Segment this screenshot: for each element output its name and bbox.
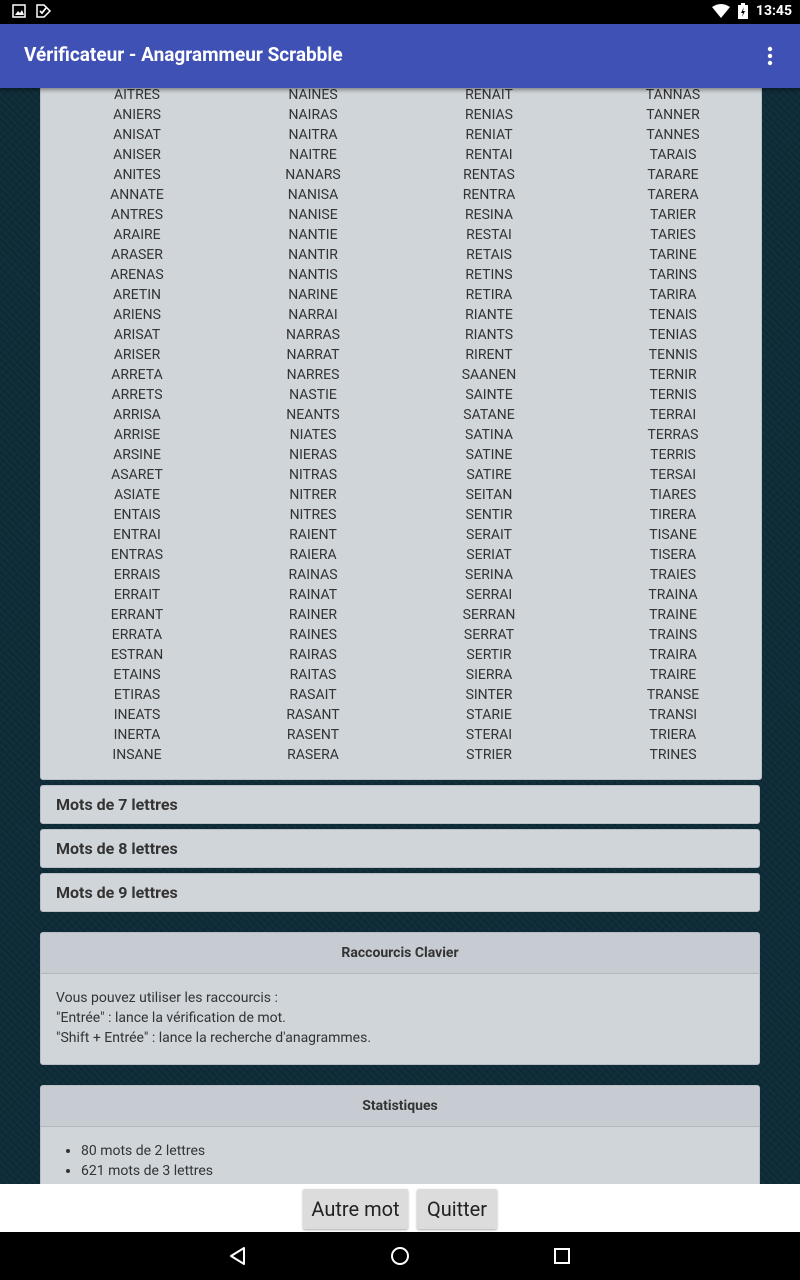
word-column xyxy=(585,88,761,765)
word-item: RAIRAS xyxy=(289,647,337,663)
word-item: TRAIRE xyxy=(649,667,697,683)
word-item: NAITRA xyxy=(288,127,338,143)
word-item: RENTAS xyxy=(463,167,515,183)
word-item: ARAIRE xyxy=(113,227,161,243)
app-bar xyxy=(0,24,800,88)
word-item: SEITAN xyxy=(465,487,513,503)
word-item: RAINAT xyxy=(288,587,338,603)
shortcuts-title: Raccourcis Clavier xyxy=(41,933,759,974)
home-icon[interactable] xyxy=(388,1244,412,1268)
section-9-letters-label: Mots de 9 lettres xyxy=(56,883,178,902)
word-item: NIATES xyxy=(289,427,337,443)
wifi-icon xyxy=(712,4,730,18)
bottom-action-bar xyxy=(0,1184,800,1232)
word-item: ETAINS xyxy=(113,667,161,683)
word-item: ARENAS xyxy=(110,267,164,283)
word-item: RASENT xyxy=(286,727,340,743)
word-item: SERRAI xyxy=(465,587,513,603)
word-item: STRIER xyxy=(466,747,512,763)
word-item: ARISAT xyxy=(113,327,161,343)
word-item: TARAIS xyxy=(649,147,697,163)
word-item: TENNIS xyxy=(648,347,698,363)
word-item: SERRAN xyxy=(462,607,516,623)
word-item: ANIERS xyxy=(113,107,161,123)
word-item: TENAIS xyxy=(649,307,697,323)
word-item: ANNATE xyxy=(110,187,164,203)
shortcuts-line-2: "Entrée" : lance la vérification de mot. xyxy=(56,1010,286,1026)
word-item: RAITAS xyxy=(289,667,337,683)
word-item: TERNIR xyxy=(649,367,697,383)
word-item: NANTIS xyxy=(288,267,338,283)
statistics-title: Statistiques xyxy=(41,1086,759,1127)
status-time: 13:45 xyxy=(755,3,792,19)
word-item: RENIAS xyxy=(465,107,513,123)
word-item: NITRES xyxy=(289,507,337,523)
word-item: NANTIR xyxy=(288,247,338,263)
shortcuts-body xyxy=(41,974,759,1062)
word-item: SERINA xyxy=(465,567,513,583)
word-item: ERRATA xyxy=(111,627,163,643)
word-item: TRAINA xyxy=(648,587,698,603)
word-item: ENTRAS xyxy=(110,547,164,563)
word-item: TERRAS xyxy=(647,427,699,443)
word-item: RENIAT xyxy=(465,127,513,143)
stats-item: • 80 mots de 2 lettres xyxy=(81,1141,744,1161)
app-title: Vérificateur - Anagrammeur Scrabble xyxy=(24,43,343,66)
word-item: TERRIS xyxy=(650,447,696,463)
word-item: TARIRA xyxy=(649,287,697,303)
word-item: ANTRES xyxy=(110,207,164,223)
word-item: TERNIS xyxy=(649,387,697,403)
word-item: RAINER xyxy=(288,607,338,623)
word-item: ARRETA xyxy=(111,367,163,383)
word-item: SERIAT xyxy=(466,547,512,563)
stats-item: • 621 mots de 3 lettres xyxy=(81,1161,744,1181)
word-item: ETIRAS xyxy=(113,687,161,703)
word-item: NARRAS xyxy=(286,327,340,343)
word-item: TIRERA xyxy=(649,507,697,523)
word-item: TRANSI xyxy=(648,707,698,723)
word-item: TRAIES xyxy=(649,567,697,583)
word-item: STERAI xyxy=(465,727,513,743)
word-item: INSANE xyxy=(112,747,162,763)
word-item: ERRAIS xyxy=(113,567,161,583)
word-item: NANTIE xyxy=(288,227,338,243)
word-item: ARSINE xyxy=(113,447,161,463)
word-item: ARISER xyxy=(113,347,161,363)
word-item: INERTA xyxy=(113,727,161,743)
word-item: SAANEN xyxy=(461,367,517,383)
word-item: SAINTE xyxy=(465,387,513,403)
word-item: ANISAT xyxy=(113,127,161,143)
word-item: ERRANT xyxy=(110,607,164,623)
recents-icon[interactable] xyxy=(550,1244,574,1268)
word-item: RAINAS xyxy=(288,567,338,583)
section-9-letters[interactable] xyxy=(40,873,760,912)
word-column xyxy=(41,88,233,765)
word-item: SENTIR xyxy=(465,507,513,523)
word-item: ESTRAN xyxy=(110,647,164,663)
section-7-letters[interactable] xyxy=(40,785,760,824)
status-bar xyxy=(0,0,800,24)
word-item: TARIER xyxy=(650,207,696,223)
word-item: SATANE xyxy=(463,407,515,423)
word-item: NARRAT xyxy=(286,347,340,363)
word-item: NITRER xyxy=(289,487,337,503)
word-item: ASIATE xyxy=(114,487,160,503)
word-item: SERTIR xyxy=(466,647,512,663)
word-item: TRINES xyxy=(649,747,697,763)
word-item: TARIES xyxy=(650,227,696,243)
statistics-panel xyxy=(40,1085,760,1184)
word-item: ERRAIT xyxy=(113,587,161,603)
shortcuts-line-1: Vous pouvez utiliser les raccourcis : xyxy=(56,990,278,1006)
word-item: TRAINS xyxy=(648,627,698,643)
section-8-letters-label: Mots de 8 lettres xyxy=(56,839,178,858)
word-item: ENTRAI xyxy=(113,527,161,543)
word-item: SINTER xyxy=(465,687,513,703)
word-item: NAINES xyxy=(288,88,338,103)
word-item: NAITRE xyxy=(289,147,337,163)
shortcuts-line-3: "Shift + Entrée" : lance la recherche d'anagrammes. xyxy=(56,1030,372,1046)
word-item: NANISA xyxy=(287,187,339,203)
word-item: TISERA xyxy=(649,547,697,563)
word-item: RAIENT xyxy=(289,527,337,543)
word-item: NAIRAS xyxy=(288,107,338,123)
word-item: SERRAT xyxy=(463,627,515,643)
word-item: TRIERA xyxy=(649,727,697,743)
navigation-bar xyxy=(0,1232,800,1280)
word-item: RASAIT xyxy=(289,687,337,703)
word-item: TENIAS xyxy=(649,327,697,343)
word-item: SATINA xyxy=(465,427,513,443)
word-item: RASANT xyxy=(286,707,340,723)
word-item: ARASER xyxy=(111,247,163,263)
word-item: NASTIE xyxy=(289,387,337,403)
quit-button[interactable]: Quitter xyxy=(417,1189,497,1229)
word-item: ARIENS xyxy=(113,307,161,323)
statistics-body xyxy=(41,1127,759,1184)
word-item: TERSAI xyxy=(649,467,697,483)
overflow-menu-icon[interactable] xyxy=(760,44,780,68)
word-item: RASERA xyxy=(287,747,339,763)
word-item: NANISE xyxy=(288,207,338,223)
word-item: NIERAS xyxy=(289,447,337,463)
word-column xyxy=(233,88,393,765)
word-item: TIARES xyxy=(649,487,697,503)
word-item: RAINES xyxy=(289,627,337,643)
word-column xyxy=(393,88,585,765)
word-grid xyxy=(41,88,761,765)
word-item: TARARE xyxy=(647,167,699,183)
word-item: RENAIT xyxy=(465,88,513,103)
gallery-notification-icon xyxy=(12,4,26,18)
word-item: TANNES xyxy=(646,127,700,143)
six-letter-words-panel xyxy=(40,88,762,780)
word-item: RENTAI xyxy=(465,147,513,163)
word-item: RAIERA xyxy=(289,547,337,563)
word-item: ANISER xyxy=(113,147,161,163)
battery-charging-icon xyxy=(738,3,748,19)
word-item: ENTAIS xyxy=(113,507,161,523)
word-item: NITRAS xyxy=(288,467,338,483)
task-done-notification-icon xyxy=(36,4,52,18)
word-item: RESTAI xyxy=(466,227,512,243)
word-item: TERRAI xyxy=(649,407,697,423)
word-item: SIERRA xyxy=(465,667,513,683)
word-item: ARRETS xyxy=(111,387,163,403)
word-item: RIRENT xyxy=(465,347,513,363)
section-8-letters[interactable] xyxy=(40,829,760,868)
shortcuts-panel xyxy=(40,932,760,1065)
section-7-letters-label: Mots de 7 lettres xyxy=(56,795,178,814)
word-item: RETIRA xyxy=(465,287,513,303)
word-item: RESINA xyxy=(465,207,513,223)
word-item: NANARS xyxy=(285,167,341,183)
other-word-button[interactable]: Autre mot xyxy=(303,1189,408,1229)
word-item: NEANTS xyxy=(286,407,340,423)
word-item: TARERA xyxy=(647,187,699,203)
word-item: NARINE xyxy=(288,287,338,303)
back-icon[interactable] xyxy=(226,1244,250,1268)
word-item: RENTRA xyxy=(462,187,516,203)
word-item: STARIE xyxy=(466,707,512,723)
word-item: RIANTS xyxy=(464,327,514,343)
word-item: NARRES xyxy=(286,367,340,383)
word-item: INEATS xyxy=(113,707,161,723)
word-item: AITRES xyxy=(114,88,160,103)
word-item: ARETIN xyxy=(112,287,161,303)
content-area[interactable] xyxy=(0,88,800,1184)
word-item: SATINE xyxy=(465,447,513,463)
word-item: TISANE xyxy=(649,527,697,543)
word-item: SATIRE xyxy=(466,467,512,483)
statistics-list xyxy=(41,1141,744,1181)
word-item: NARRAI xyxy=(288,307,338,323)
word-item: TRAINE xyxy=(649,607,697,623)
word-item: RETINS xyxy=(465,267,513,283)
word-item: SERAIT xyxy=(466,527,512,543)
word-item: TARINE xyxy=(649,247,697,263)
word-item: RETAIS xyxy=(466,247,512,263)
word-item: ASARET xyxy=(111,467,163,483)
word-item: TRAIRA xyxy=(649,647,697,663)
word-item: TANNAS xyxy=(645,88,701,103)
word-item: ARRISE xyxy=(113,427,161,443)
word-item: ARRISA xyxy=(113,407,161,423)
word-item: TARINS xyxy=(649,267,697,283)
word-item: RIANTE xyxy=(465,307,513,323)
word-item: TANNER xyxy=(646,107,700,123)
word-item: ANITES xyxy=(113,167,161,183)
word-item: TRANSE xyxy=(646,687,700,703)
